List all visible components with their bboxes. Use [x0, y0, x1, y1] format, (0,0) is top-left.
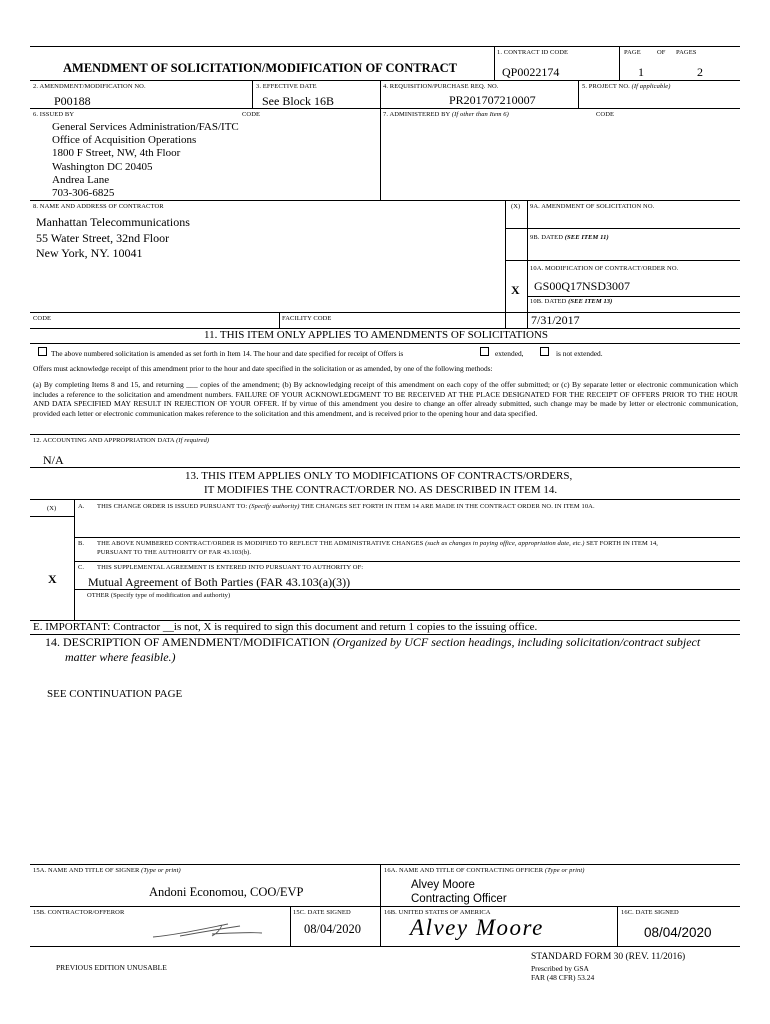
page-label: PAGE — [624, 49, 641, 56]
previous-edition-note: PREVIOUS EDITION UNUSABLE — [56, 963, 167, 972]
effective-date-value: See Block 16B — [262, 94, 334, 108]
contracting-officer-name: Alvey Moore — [411, 879, 475, 891]
item11-line1: The above numbered solicitation is amended as set forth in Item 14. The hour and date specified for receipt of Offers is — [51, 349, 404, 358]
admin-code-label: CODE — [596, 111, 615, 118]
date-signed-15c-value: 08/04/2020 — [304, 922, 361, 936]
item13-x-column: (X) — [47, 505, 57, 512]
amendment-no-value: P00188 — [54, 94, 91, 108]
x-column-label: (X) — [511, 203, 521, 210]
dated-10b-label: 10B. DATED (SEE ITEM 13) — [530, 298, 613, 305]
item13-c-x-mark: X — [48, 572, 57, 586]
form-title: AMENDMENT OF SOLICITATION/MODIFICATION OF CONTRACT — [63, 61, 458, 75]
extended-checkbox[interactable] — [480, 347, 489, 356]
item13-c-value: Mutual Agreement of Both Parties (FAR 43.103(a)(3)) — [88, 575, 351, 589]
item13-b-letter: B. — [78, 540, 85, 547]
pages-label: PAGES — [676, 49, 697, 56]
facility-code-label: FACILITY CODE — [282, 315, 332, 322]
item13-a-letter: A. — [78, 503, 85, 510]
issued-by-label: 6. ISSUED BY — [33, 111, 75, 118]
contractor-signature-image — [150, 918, 265, 942]
prescribed-by: Prescribed by GSA — [531, 964, 589, 973]
requisition-value: PR201707210007 — [449, 93, 536, 107]
solicitation-amended-checkbox[interactable] — [38, 347, 47, 356]
contract-id-label: 1. CONTRACT ID CODE — [497, 49, 569, 56]
dated-10b-value: 7/31/2017 — [531, 313, 580, 327]
of-label: OF — [657, 49, 666, 56]
item13-c-letter: C. — [78, 564, 85, 571]
item13-d-text: OTHER (Specify type of modification and authority) — [87, 592, 231, 599]
item13-heading-1: 13. THIS ITEM APPLIES ONLY TO MODIFICATIONS OF CONTRACTS/ORDERS, — [185, 470, 573, 482]
extended-label: extended, — [495, 349, 524, 358]
not-extended-label: is not extended. — [556, 349, 603, 358]
item13-a-text: THIS CHANGE ORDER IS ISSUED PURSUANT TO: (Specify authority) THE CHANGES SET FORTH IN ITEM 14 ARE MADE IN THE CONTRACT ORDER NO. IN ITEM 10A. — [97, 503, 595, 510]
dated-9b-label: 9B. DATED (SEE ITEM 11) — [530, 234, 609, 241]
not-extended-checkbox[interactable] — [540, 347, 549, 356]
united-states-label: 16B. UNITED STATES OF AMERICA — [384, 909, 491, 916]
page-count: 2 — [697, 65, 703, 79]
item11-heading: 11. THIS ITEM ONLY APPLIES TO AMENDMENTS OF SOLICITATIONS — [204, 329, 549, 341]
issued-by-address: General Services Administration/FAS/ITC Office of Acquisition Operations 1800 F Street, NW, 4th Floor Washington DC 20405 Andrea Lane 703-306-6825 — [52, 121, 239, 199]
modification-no-label: 10A. MODIFICATION OF CONTRACT/ORDER NO. — [530, 265, 679, 272]
item13-c-text: THIS SUPPLEMENTAL AGREEMENT IS ENTERED INTO PURSUANT TO AUTHORITY OF: — [97, 564, 364, 571]
standard-form-label: STANDARD FORM 30 (REV. 11/2016) — [531, 952, 686, 962]
date-signed-16c-label: 16C. DATE SIGNED — [621, 909, 679, 916]
page-number: 1 — [638, 65, 644, 79]
signer-name: Andoni Economou, COO/EVP — [149, 885, 304, 899]
amendment-solicitation-label: 9A. AMENDMENT OF SOLICITATION NO. — [530, 203, 655, 210]
contracting-officer-label: 16A. NAME AND TITLE OF CONTRACTING OFFICER (Type or print) — [384, 867, 585, 874]
item14-body: SEE CONTINUATION PAGE — [47, 688, 183, 700]
far-reference: FAR (48 CFR) 53.24 — [531, 973, 595, 982]
item11-paragraph: (a) By completing Items 8 and 15, and returning ___ copies of the amendment; (b) By acknowledging receipt of this amendment on each copy of the offer submitted; or (c) By separate letter or electronic communication which includes a reference to the solicitation and amendment numbers. FAILURE OF YOUR ACKNOWLEDGMENT TO BE RECEIVED AT THE PLACE DESIGNATED FOR THE RECEIPT OF OFFERS PRIOR TO THE HOUR AND DATA SPECIFIED MAY RESULT IN REJECTION OF YOUR OFFER. If by virtue of this amendment you desire to change an offer already submitted, such change may be made by letter or electronic communication, provided each letter or electronic communication makes reference to the solicitation and this amendment, and is received prior to the opening hour and data specified. — [33, 380, 738, 418]
contract-id-value: QP0022174 — [502, 65, 560, 79]
item12-label: 12. ACCOUNTING AND APPROPRIATION DATA (If required) — [33, 437, 210, 444]
date-signed-16c-value: 08/04/2020 — [644, 925, 712, 940]
item13-heading-2: IT MODIFIES THE CONTRACT/ORDER NO. AS DESCRIBED IN ITEM 14. — [204, 484, 558, 496]
requisition-label: 4. REQUISITION/PURCHASE REQ. NO. — [383, 83, 499, 90]
code-label: CODE — [33, 315, 52, 322]
important-notice: E. IMPORTANT: Contractor __is not, X is required to sign this document and return 1 copies to the issuing office. — [33, 621, 538, 633]
administered-by-label: 7. ADMINISTERED BY (If other than Item 6) — [383, 111, 509, 118]
issued-code-label: CODE — [242, 111, 261, 118]
item13-b-text-2: PURSUANT TO THE AUTHORITY OF FAR 43.103(b). — [97, 549, 252, 556]
item14-label: 14. DESCRIPTION OF AMENDMENT/MODIFICATION (Organized by UCF section headings, including solicitation/contract subject — [45, 635, 701, 649]
contractor-offeror-label: 15B. CONTRACTOR/OFFEROR — [33, 909, 125, 916]
amendment-no-label: 2. AMENDMENT/MODIFICATION NO. — [33, 83, 146, 90]
item11-line2: Offers must acknowledge receipt of this amendment prior to the hour and date specified in the solicitation or as amended, by one of the following methods: — [33, 364, 493, 373]
effective-date-label: 3. EFFECTIVE DATE — [256, 83, 317, 90]
signer-label: 15A. NAME AND TITLE OF SIGNER (Type or print) — [33, 867, 181, 874]
modification-x-mark: X — [511, 283, 520, 297]
contracting-officer-title: Contracting Officer — [411, 893, 507, 905]
item13-b-text: THE ABOVE NUMBERED CONTRACT/ORDER IS MODIFIED TO REFLECT THE ADMINISTRATIVE CHANGES (such as changes in paying office, appropriation date, etc.) SET FORTH IN ITEM 14, — [97, 540, 659, 547]
contracting-officer-signature: Alvey Moore — [410, 915, 544, 940]
modification-no-value: GS00Q17NSD3007 — [534, 279, 631, 293]
date-signed-15c-label: 15C. DATE SIGNED — [293, 909, 351, 916]
item12-value: N/A — [43, 453, 64, 467]
item14-label-2: matter where feasible.) — [65, 650, 176, 664]
contractor-label: 8. NAME AND ADDRESS OF CONTRACTOR — [33, 203, 164, 210]
project-no-label: 5. PROJECT NO. (If applicable) — [582, 83, 671, 90]
contractor-address: Manhattan Telecommunications 55 Water Street, 32nd Floor New York, NY. 10041 — [36, 215, 190, 260]
